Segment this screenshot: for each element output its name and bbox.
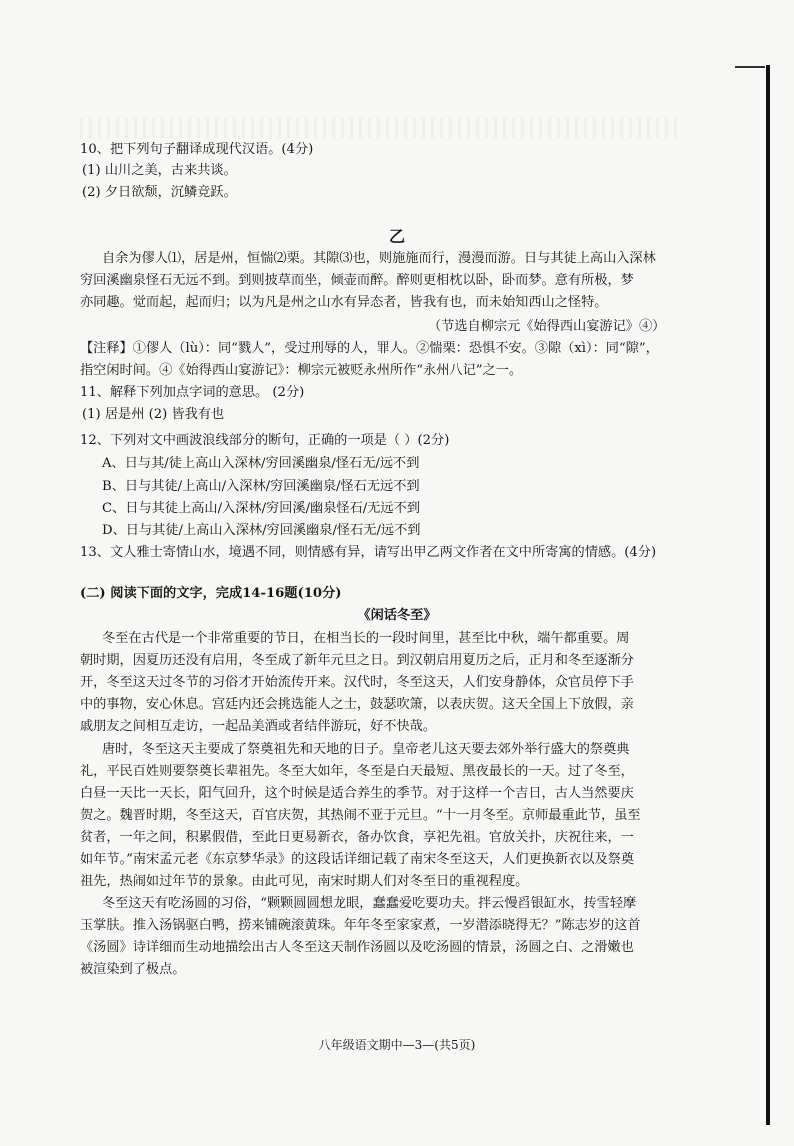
article-line: 冬至在古代是一个非常重要的节日，在相当长的一段时间里，甚至比中秋，端午都重要。周 [102,631,630,646]
scan-noise [80,118,680,138]
article-line: 礼，平民百姓则要祭奠长辈祖先。冬至大如年，冬至是白天最短、黑夜最长的一天。过了冬至， [80,764,634,779]
article-line: 如年节。”南宋孟元老《东京梦华录》的这段话详细记载了南宋冬至这天，人们更换新衣以及祭奠 [80,852,635,867]
article-line: 玉掌肤。推入汤锅驱白鸭，捞来铺碗滚黄珠。年年冬至家家煮，一岁潜添晓得无？”陈志岁的这首 [80,918,641,933]
article-line: 《汤圆》诗详细而生动地描绘出古人冬至这天制作汤圆以及吃汤圆的情景，汤圆之白、之滑嫩也 [80,940,634,955]
article-line: 唐时，冬至这天主要成了祭奠祖先和天地的日子。皇帝老儿这天要去郊外举行盛大的祭奠典 [102,742,630,757]
section-yi-title: 乙 [388,227,405,246]
article-line: 被渲染到了极点。 [80,962,186,977]
yi-note-line-1: 【注释】①僇人（lù）：同“戮人”，受过刑辱的人，罪人。②惴栗：恐惧不安。③隙（xì）：同“隙”， [80,341,659,356]
q11-items: (1) 居是州 (2) 皆我有也 [82,407,225,422]
q13-prompt: 13、文人雅士寄情山水，境遇不同，则情感有异，请写出甲乙两文作者在文中所寄寓的情感。(4分) [80,545,657,560]
q11-prompt: 11、解释下列加点字词的意思。 (2分) [80,385,305,400]
q10-sentence-1: (1) 山川之美，古来共谈。 [82,163,237,178]
q10-sentence-2: (2) 夕日欲颓，沉鳞竞跃。 [82,185,237,200]
section2-heading: (二) 阅读下面的文字，完成14-16题(10分) [80,586,342,601]
article-line: 祖先，热闹如过年节的景象。由此可见，南宋时期人们对冬至日的重视程度。 [80,874,529,889]
yi-paragraph-line-1: 自余为僇人⑴，居是州，恒惴⑵栗。其隙⑶也，则施施而行，漫漫而游。日与其徒上高山入深林 [102,251,656,266]
article-line: 冬至这天有吃汤圆的习俗，“颗颗圆圆想龙眼，蠢蠢爱吃要功夫。拌云慢舀银缸水，抟雪轻摩 [102,896,637,911]
yi-paragraph-line-2: 穷回溪幽泉怪石无远不到。到则披草而坐，倾壶而醉。醉则更相枕以卧，卧而梦。意有所极，梦 [80,273,634,288]
article-line: 戚朋友之间相互走访，一起品美酒或者结伴游玩，好不快哉。 [80,719,437,734]
q12-option-a: A、日与其/徒上高山入深林/穷回溪幽泉/怪石无/远不到 [102,456,420,471]
article-line: 开，冬至这天过冬节的习俗才开始流传开来。汉代时，冬至这天，人们安身静体，众官员停下手 [80,675,634,690]
q12-prompt: 12、下列对文中画波浪线部分的断句，正确的一项是（ ）(2分) [80,433,450,448]
page-edge-line [766,65,770,1125]
article-line: 朝时期，因夏历还没有启用，冬至成了新年元旦之日。到汉朝启用夏历之后，正月和冬至逐渐分 [80,653,634,668]
corner-mark [735,66,765,68]
q12-option-d: D、日与其徒/上高山入深林/穷回溪幽泉/怪石无/远不到 [102,523,421,538]
yi-paragraph-line-3: 亦同趣。觉而起，起而归；以为凡是州之山水有异态者，皆我有也，而未始知西山之怪特。 [80,295,608,310]
q12-option-c: C、日与其徒上高山/入深林/穷回溪/幽泉怪石/无远不到 [102,501,420,516]
article-line: 贫者，一年之间，积累假借，至此日更易新衣，备办饮食，享祀先祖。官放关扑，庆祝往来，一 [80,830,634,845]
page-footer: 八年级语文期中—3—(共5页) [318,1038,476,1052]
q10-prompt: 10、把下列句子翻译成现代汉语。(4分) [80,142,314,157]
article-title: 《闲话冬至》 [357,608,437,623]
article-line: 中的事物，安心休息。宫廷内还会挑选能人之士，鼓瑟吹箫，以表庆贺。这天全国上下放假，亲 [80,697,634,712]
article-line: 白昼一天比一天长，阳气回升，这个时候是适合养生的季节。对于这样一个吉日，古人当然要庆 [80,786,634,801]
q12-option-b: B、日与其徒/上高山/入深林/穷回溪幽泉/怪石无远不到 [102,479,420,494]
yi-note-line-2: 指空闲时间。④《始得西山宴游记》：柳宗元被贬永州所作“永州八记”之一。 [80,363,523,378]
yi-source: （节选自柳宗元《始得西山宴游记》④） [428,319,666,334]
article-line: 贺之。魏晋时期，冬至这天，百官庆贺，其热闹不亚于元旦。“十一月冬至。京师最重此节，虽至 [80,808,641,823]
